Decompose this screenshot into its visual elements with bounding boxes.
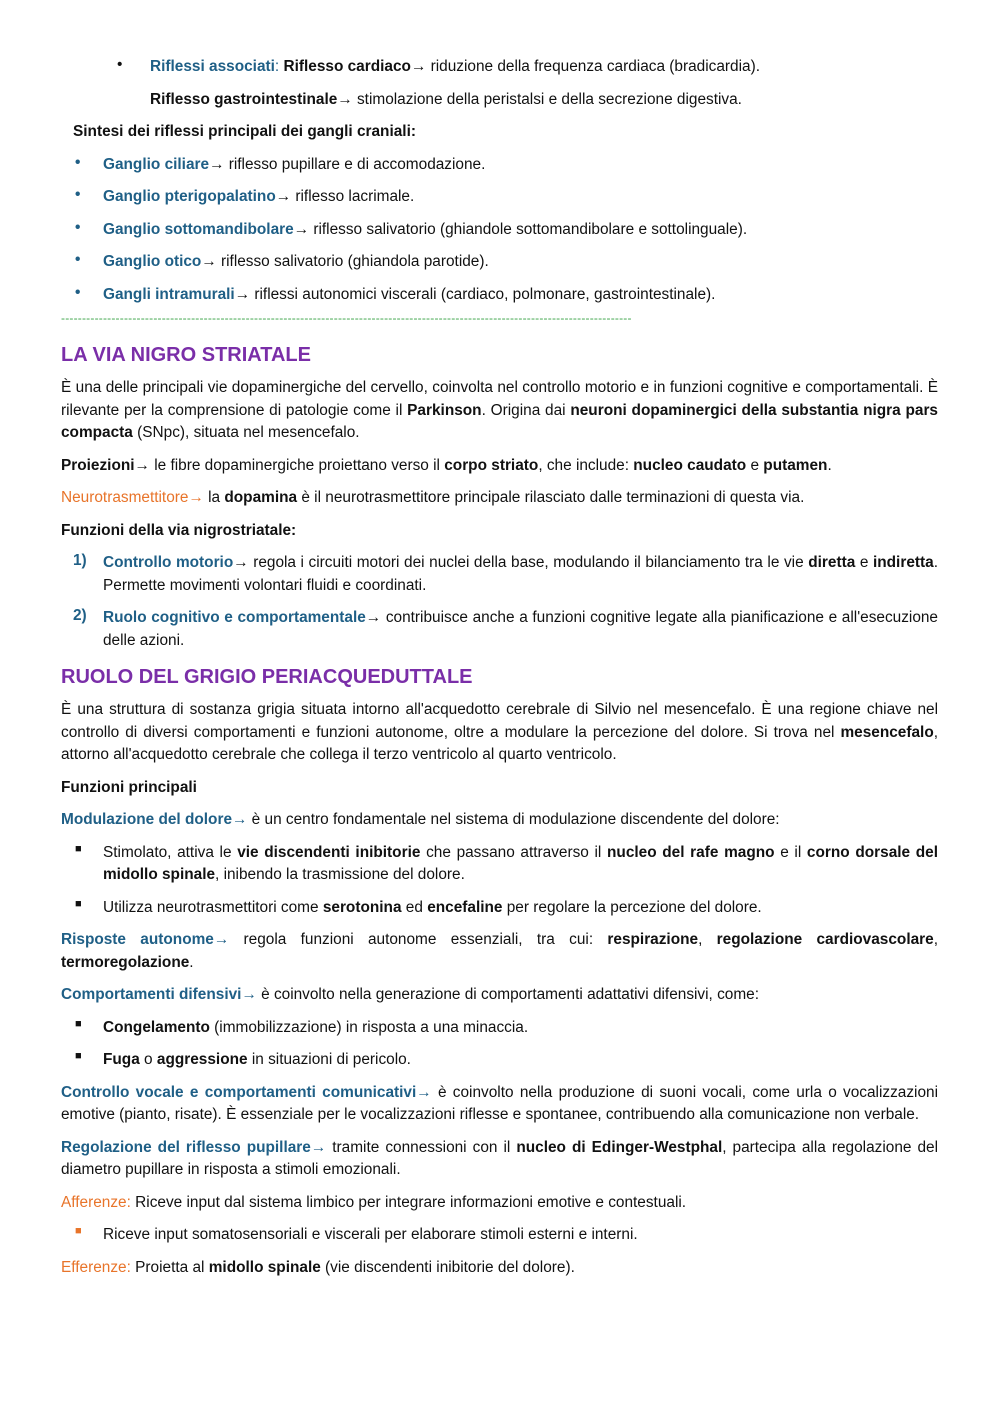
bullet-dot-icon: •: [75, 283, 81, 301]
section-divider: ----------------------------------------------------------------------------------------------------------------------------------------: [61, 311, 632, 325]
arrow-right-icon: →: [337, 90, 353, 108]
summary-item: • Ganglio ciliare→ riflesso pupillare e di accomodazione.: [75, 153, 486, 173]
arrow-right-icon: →: [365, 609, 382, 626]
pag-intro: È una struttura di sostanza grigia situata intorno all'acquedotto cerebrale di Silvio nel mesencefalo. È una regione chiave nel controllo di diversi comportamenti e funzioni autonome, oltre a modulare la percezione del dolore. Si trova nel mesencefalo, attorno all'acquedotto cerebrale che collega il terzo ventricolo al quarto ventricolo.: [61, 701, 938, 763]
bullet-dot-icon: •: [75, 218, 81, 236]
nigro-function-item: 2) Ruolo cognitivo e comportamentale→ contribuisce anche a funzioni cognitive legate alla pianificazione e all'esecuzione delle azioni.: [73, 607, 938, 649]
pag-vocal: Controllo vocale e comportamenti comunicativi→ è coinvolto nella produzione di suoni vocali, come urla o vocalizzazioni emotive (pianto, risate). È essenziale per le vocalizzazioni riflesse e spontanee, contribuendo alla comunicazione non verbale.: [61, 1083, 938, 1123]
assoc-label: Riflessi associati: [150, 58, 275, 75]
arrow-right-icon: →: [293, 220, 310, 238]
arrow-right-icon: →: [234, 285, 251, 303]
pag-functions-title: Funzioni principali: [61, 778, 197, 796]
arrow-right-icon: →: [275, 188, 292, 205]
pag-efferents: Efferenze: Proietta al midollo spinale (vie discendenti inibitorie del dolore).: [61, 1258, 575, 1276]
bullet-dot-icon: •: [117, 56, 123, 73]
nigro-projections: Proiezioni→ le fibre dopaminergiche proiettano verso il corpo striato, che include: nucleo caudato e putamen.: [61, 456, 832, 474]
bullet-dot-icon: •: [75, 186, 81, 203]
assoc-reflex-item: • Riflessi associati: Riflesso cardiaco→ riduzione della frequenza cardiaca (bradicardia). Riflesso gastrointestinale→ stimolazione della peristalsi e della secrezione digestiva.: [117, 56, 760, 108]
pag-defensive: Comportamenti difensivi→ è coinvolto nella generazione di comportamenti adattativi difensivi, come:: [61, 986, 760, 1003]
bullet-dot-icon: •: [75, 251, 81, 268]
arrow-right-icon: →: [201, 253, 217, 270]
nigro-neurotransmitter: Neurotrasmettitore→ la dopamina è il neurotrasmettitore principale rilasciato dalle terminazioni di questa via.: [61, 489, 805, 506]
arrow-right-icon: →: [233, 554, 249, 571]
nigro-heading: LA VIA NIGRO STRIATALE: [61, 344, 311, 366]
pag-heading: RUOLO DEL GRIGIO PERIACQUEDUTTALE: [61, 666, 473, 688]
nigro-function-item: 1) Controllo motorio→ regola i circuiti motori dei nuclei della base, modulando il bilanciamento tra le vie diretta e indiretta. Permette movimenti volontari fluidi e coordinati.: [73, 552, 938, 594]
square-bullet-icon: ■: [75, 1017, 82, 1030]
square-bullet-icon: ■: [75, 1050, 82, 1062]
summary-item: • Ganglio pterigopalatino→ riflesso lacrimale.: [75, 186, 415, 205]
list-number: 2): [73, 607, 87, 624]
nigro-intro: È una delle principali vie dopaminergiche del cervello, coinvolta nel controllo motorio e in funzioni cognitive e comportamentali. È rilevante per la comprensione di patologie come il Parkinson. Origina dai neuroni dopaminergici della substantia nigra pars compacta (SNpc), situata nel mesencefalo.: [61, 379, 938, 441]
summary-item: • Gangli intramurali→ riflessi autonomici viscerali (cardiaco, polmonare, gastrointestinale).: [75, 283, 716, 303]
nigro-functions-title: Funzioni della via nigrostriatale:: [61, 521, 297, 539]
pag-pain-bullet: ■ Stimolato, attiva le vie discendenti inibitorie che passano attraverso il nucleo del rafe magno e il corno dorsale del midollo spinale, inibendo la trasmissione del dolore.: [75, 842, 938, 883]
pag-pupillary: Regolazione del riflesso pupillare→ tramite connessioni con il nucleo di Edinger-Westphal, partecipa alla regolazione del diametro pupillare in risposta a stimoli emozionali.: [61, 1138, 938, 1178]
gi-reflex-title: Riflesso gastrointestinale: [150, 90, 338, 108]
arrow-right-icon: →: [209, 155, 225, 173]
arrow-right-icon: →: [232, 811, 248, 828]
summary-item: • Ganglio sottomandibolare→ riflesso salivatorio (ghiandole sottomandibolare e sottolinguale).: [75, 218, 748, 238]
cardiac-reflex-title: Riflesso cardiaco: [283, 58, 411, 75]
pag-pain: Modulazione del dolore→ è un centro fondamentale nel sistema di modulazione discendente del dolore:: [61, 811, 780, 828]
square-bullet-icon: ■: [75, 1225, 82, 1237]
pag-afferents: Afferenze: Riceve input dal sistema limbico per integrare informazioni emotive e contestuali.: [61, 1193, 687, 1211]
arrow-right-icon: →: [213, 931, 230, 948]
summary-title: Sintesi dei riflessi principali dei gangli craniali:: [73, 123, 416, 140]
pag-defensive-bullet: ■ Fuga o aggressione in situazioni di pericolo.: [75, 1050, 411, 1068]
pag-afferents-bullet: ■ Riceve input somatosensoriali e viscerali per elaborare stimoli esterni e interni.: [75, 1225, 638, 1243]
arrow-right-icon: →: [241, 986, 257, 1003]
pag-pain-bullet: ■ Utilizza neurotrasmettitori come serotonina ed encefaline per regolare la percezione del dolore.: [75, 897, 762, 916]
pag-defensive-bullet: ■ Congelamento (immobilizzazione) in risposta a una minaccia.: [75, 1017, 529, 1036]
arrow-right-icon: →: [310, 1138, 327, 1156]
arrow-right-icon: →: [188, 489, 204, 506]
list-number: 1): [73, 552, 87, 569]
summary-item: • Ganglio otico→ riflesso salivatorio (ghiandola parotide).: [75, 251, 489, 270]
arrow-right-icon: →: [410, 58, 427, 75]
arrow-right-icon: →: [416, 1083, 432, 1101]
square-bullet-icon: ■: [75, 842, 82, 855]
pag-autonomic: Risposte autonome→ regola funzioni autonome essenziali, tra cui: respirazione, regolazione cardiovascolare, termoregolazione.: [61, 931, 938, 971]
square-bullet-icon: ■: [75, 897, 82, 910]
bullet-dot-icon: •: [75, 153, 81, 171]
arrow-right-icon: →: [134, 456, 150, 474]
